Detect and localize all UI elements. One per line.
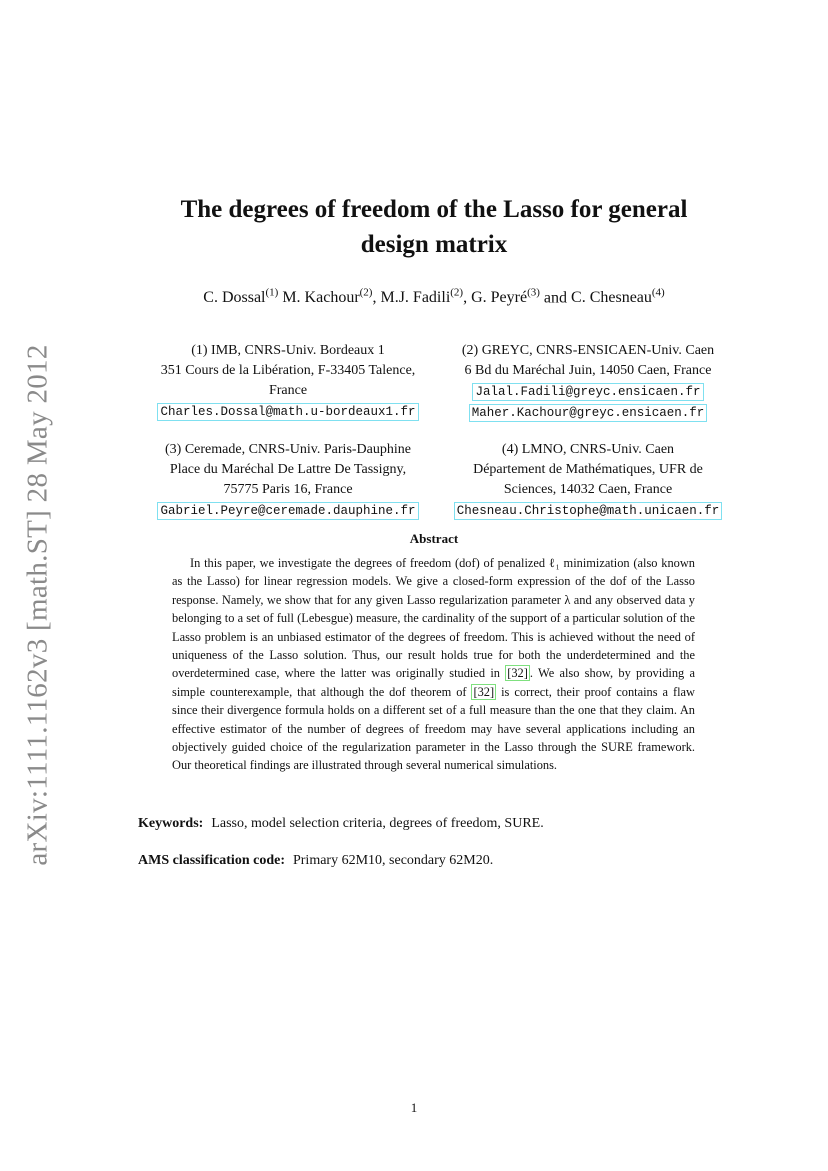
keywords-label: Keywords:	[138, 816, 204, 831]
page-number: 1	[410, 1100, 418, 1115]
email-link[interactable]: Maher.Kachour@greyc.ensicaen.fr	[469, 404, 708, 422]
arxiv-stamp-text: arXiv:1111.1162v3 [math.ST] 28 May 2012	[21, 344, 54, 866]
ams-classification	[138, 853, 493, 869]
title-line-1: The degrees of freedom of the Lasso for general	[180, 196, 688, 223]
author-list: C. Dossal$^{(1)}$ M. Kachour$^{(2)}$, M.J. Fadili$^{(2)}$, G. Peyré$^{(3)}$ and C. Chesneau$^{(4)}$	[203, 287, 665, 307]
abstract-body	[172, 554, 695, 775]
email-link[interactable]: Jalal.Fadili@greyc.ensicaen.fr	[472, 383, 703, 401]
keywords	[138, 816, 544, 832]
author: C. Chesneau$^{(4)}$	[571, 287, 665, 307]
affiliation-1: (1) IMB, CNRS-Univ. Bordeaux 1 351 Cours de la Libération, F-33405 Talence, France Charles.Dossal@math.u-bordeaux1.fr	[143, 341, 433, 422]
affiliation-4: (4) LMNO, CNRS-Univ. Caen Département de Mathématiques, UFR de Sciences, 14032 Caen, France Chesneau.Christophe@math.unicaen.fr	[443, 440, 733, 521]
ams-text: Primary 62M10, secondary 62M20.	[292, 853, 494, 868]
affiliation-3: (3) Ceremade, CNRS-Univ. Paris-Dauphine Place du Maréchal De Lattre De Tassigny, 75775 Paris 16, France Gabriel.Peyre@ceremade.dauphine.fr	[143, 440, 433, 521]
title-line-2: design matrix	[360, 231, 508, 258]
abstract-paragraph: In this paper, we investigate the degrees of freedom (dof) of penalized ℓ₁ minimization (also known as the Lasso) for linear regression models. We give a closed-form expression of the dof of the Lasso response. Namely, we show that for any given Lasso regularization parameter λ and any observed data y belonging to a set of full (Lebesgue) measure, the cardinality of the support of a particular solution of the Lasso problem is an unbiased estimator of the degrees of freedom. This is achieved without the need of uniqueness of the Lasso solution. Thus, our result holds true for both the underdetermined and the overdetermined case, where the latter was originally studied in [32] . We also show, by providing a simple counterexample, that although the dof theorem of [32] is correct, their proof contains a flaw since their divergence formula holds on a different set of a full measure than the one that they claim. An effective estimator of the number of degrees of freedom may have several applications including an objectively guided choice of the regularization parameter in the Lasso through the SURE framework. Our theoretical findings are illustrated through several numerical simulations.	[172, 556, 695, 773]
arxiv-stamp	[14, 344, 62, 866]
citation-link[interactable]: [32]	[473, 684, 495, 699]
abstract-heading: Abstract	[409, 531, 459, 546]
email-link[interactable]: Gabriel.Peyre@ceremade.dauphine.fr	[157, 502, 418, 520]
email-link[interactable]: Charles.Dossal@math.u-bordeaux1.fr	[157, 403, 418, 421]
author: C. Dossal$^{(1)}$	[203, 287, 279, 307]
paper-title	[120, 192, 748, 262]
affiliation-2: (2) GREYC, CNRS-ENSICAEN-Univ. Caen 6 Bd du Maréchal Juin, 14050 Caen, France Jalal.Fadili@greyc.ensicaen.fr Maher.Kachour@greyc.ensicaen.fr	[461, 343, 715, 420]
author: M. Kachour$^{(2)}$,	[282, 287, 377, 307]
author: M.J. Fadili$^{(2)}$,	[380, 287, 468, 307]
email-link[interactable]: Chesneau.Christophe@math.unicaen.fr	[454, 502, 723, 520]
keywords-text: Lasso, model selection criteria, degrees of freedom, SURE.	[211, 816, 544, 831]
ams-label: AMS classification code:	[138, 853, 285, 868]
author: G. Peyré$^{(3)}$	[471, 287, 540, 307]
citation-link[interactable]: [32]	[507, 666, 528, 681]
